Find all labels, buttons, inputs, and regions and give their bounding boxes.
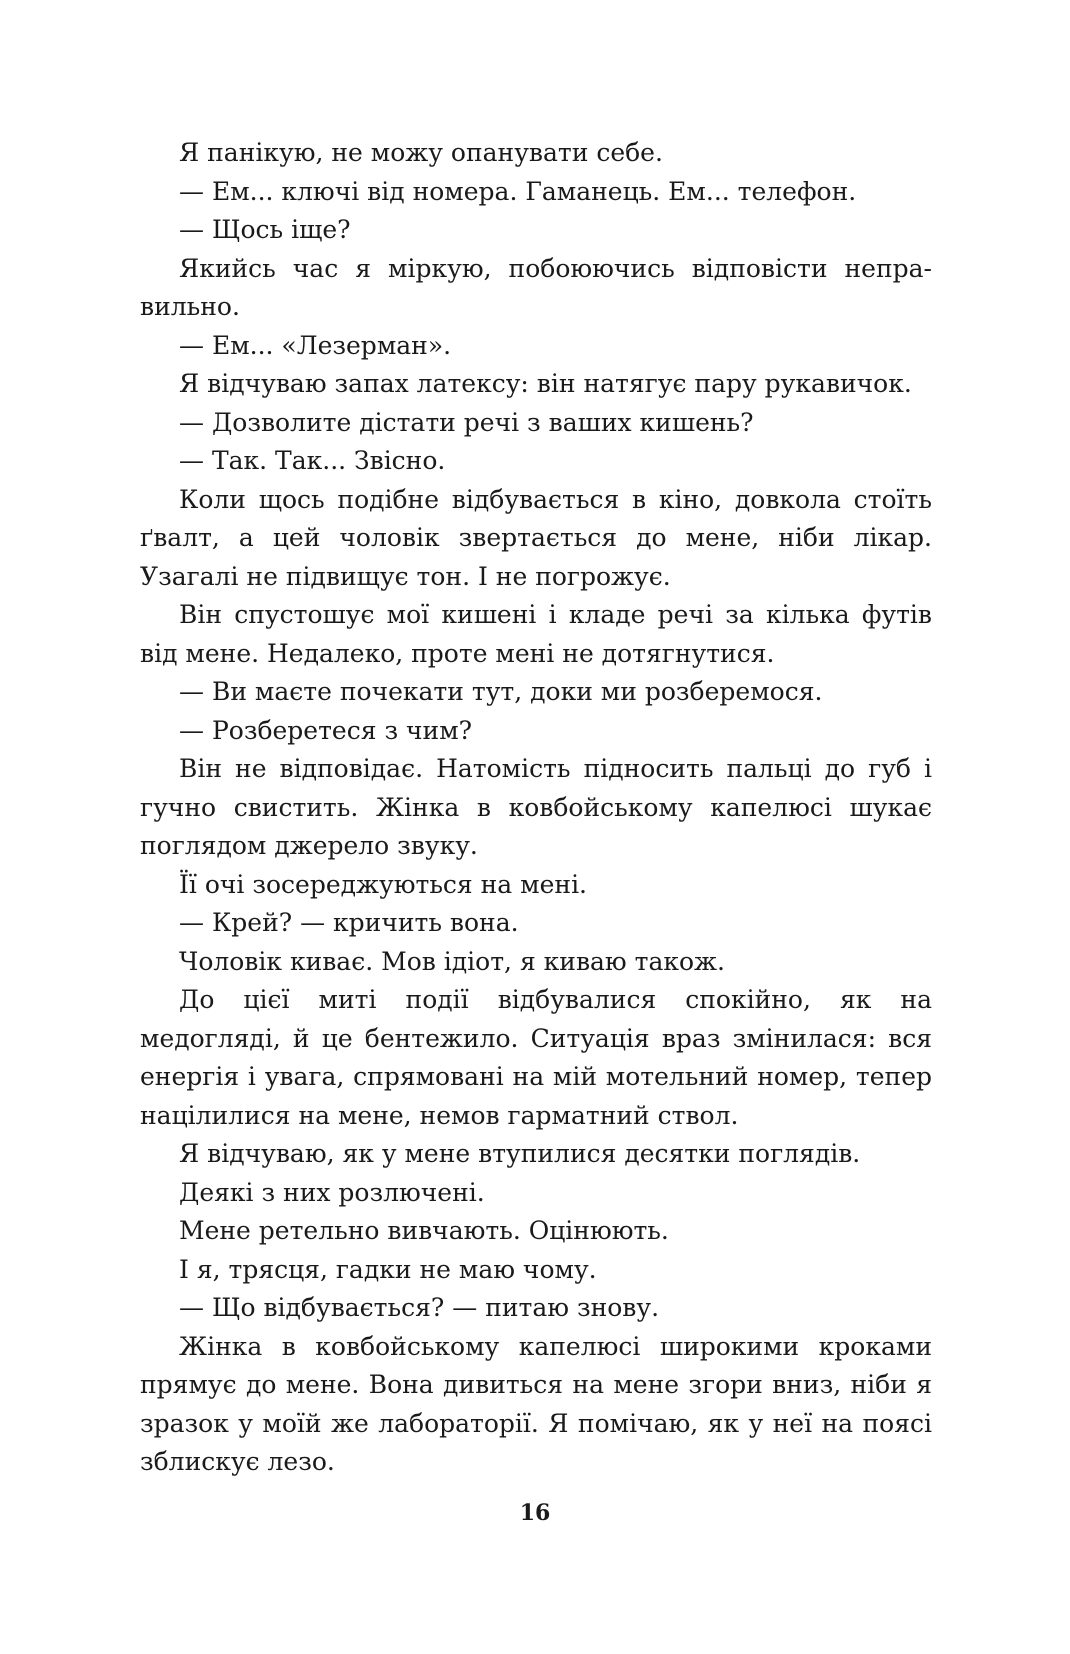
paragraph: Я панікую, не можу опанувати себе. [179, 138, 663, 167]
paragraph: Він спустошує мої кишені і кладе речі за кілька футів від мене. Недалеко, проте мені не дотягнутися. [140, 600, 932, 668]
page-number: 16 [519, 1500, 551, 1526]
paragraph: Жінка в ковбойському капелюсі широкими кроками прямує до мене. Вона дивиться на мене згори вниз, ніби я зразок у моїй же лабораторії. Я помічаю, як у неї на поясі зблискує лезо. [140, 1331, 932, 1476]
paragraph: Він не відповідає. Натомість підносить пальці до губ і гучно свистить. Жінка в ковбойському капелюсі шукає поглядом джерело звуку. [140, 754, 932, 860]
page-body [140, 134, 932, 1482]
paragraph: — Ем... «Лезерман». [179, 330, 452, 360]
paragraph: — Ем... ключі від номера. Гаманець. Ем... телефон. [179, 176, 857, 206]
paragraph: Я відчуваю, як у мене втупилися десятки поглядів. [179, 1139, 861, 1168]
paragraph: І я, трясця, гадки не маю чому. [179, 1254, 597, 1284]
paragraph: Я відчуваю запах латексу: він натягує пару рукавичок. [179, 369, 912, 398]
paragraph: — Щось іще? [179, 215, 351, 244]
paragraph: Її очі зосереджуються на мені. [179, 869, 588, 899]
paragraph: Чоловік киває. Мов ідіот, я киваю також. [179, 946, 725, 976]
paragraph: Коли щось подібне відбувається в кіно, довкола стоїть ґвалт, а цей чоловік звертається до мене, ніби лікар. Узагалі не підвищує тон. І не погрожує. [140, 484, 932, 591]
paragraph: — Розберетеся з чим? [179, 715, 473, 745]
paragraph: До цієї миті події відбувалися спокійно, як на медогляді, й це бентежило. Ситуація враз змінилася: вся енергія і увага, спрямовані на мій мотельний номер, тепер націлилися на мене, немов гарматний ствол. [140, 985, 932, 1130]
paragraph: — Так. Так... Звісно. [179, 446, 446, 475]
paragraph: — Крей? — кричить вона. [179, 908, 519, 937]
paragraph: Мене ретельно вивчають. Оцінюють. [179, 1216, 669, 1245]
paragraph: — Ви маєте почекати тут, доки ми розберемося. [179, 677, 823, 706]
paragraph: Якийсь час я міркую, побоюючись відповісти неправильно. [140, 253, 932, 321]
paragraph: Деякі з них розлючені. [179, 1177, 485, 1207]
paragraph: — Що відбувається? — питаю знову. [179, 1293, 660, 1322]
paragraph: — Дозволите дістати речі з ваших кишень? [179, 407, 754, 437]
